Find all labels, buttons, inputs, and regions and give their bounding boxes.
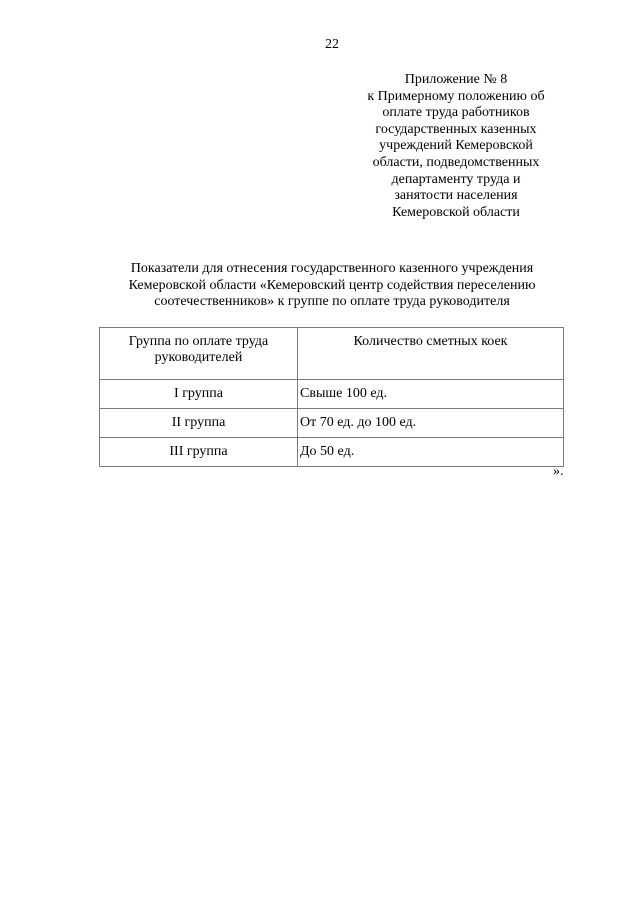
group-table — [99, 327, 564, 467]
appendix-line: области, подведомственных — [372, 154, 540, 170]
appendix-line: Приложение № 8 — [404, 72, 508, 87]
appendix-line: Кемеровской области — [392, 204, 520, 220]
appendix-line: департаменту труда и — [391, 171, 521, 187]
appendix-line: учреждений Кемеровской — [379, 138, 533, 154]
table-row — [100, 409, 564, 438]
appendix-line: оплате труда работников — [382, 105, 530, 121]
count-cell: До 50 ед. — [298, 438, 564, 467]
title-line: Показатели для отнесения государственного казенного учреждения — [130, 261, 534, 276]
table-header-row — [100, 328, 564, 380]
table-row — [100, 380, 564, 409]
header-group-line1: Группа по оплате труда — [128, 334, 269, 349]
header-group-line2: руководителей — [154, 350, 243, 365]
group-cell: III группа — [100, 438, 298, 467]
appendix-line: государственных казенных — [375, 121, 537, 137]
group-cell: I группа — [100, 380, 298, 409]
page-number: 22 — [325, 37, 339, 52]
appendix-line: занятости населения — [394, 188, 518, 204]
header-group — [100, 328, 298, 380]
count-cell: От 70 ед. до 100 ед. — [298, 409, 564, 438]
document-title — [88, 261, 576, 311]
count-cell: Свыше 100 ед. — [298, 380, 564, 409]
title-line: Кемеровской области «Кемеровский центр содействия переселению — [128, 277, 536, 293]
group-cell: II группа — [100, 409, 298, 438]
header-count: Количество сметных коек — [298, 328, 564, 380]
table-row — [100, 438, 564, 467]
title-line: соотечественников» к группе по оплате труда руководителя — [154, 294, 510, 309]
appendix-line: к Примерному положению об — [367, 88, 545, 104]
closing-quote-mark: ». — [553, 464, 564, 479]
appendix-heading — [338, 72, 574, 221]
